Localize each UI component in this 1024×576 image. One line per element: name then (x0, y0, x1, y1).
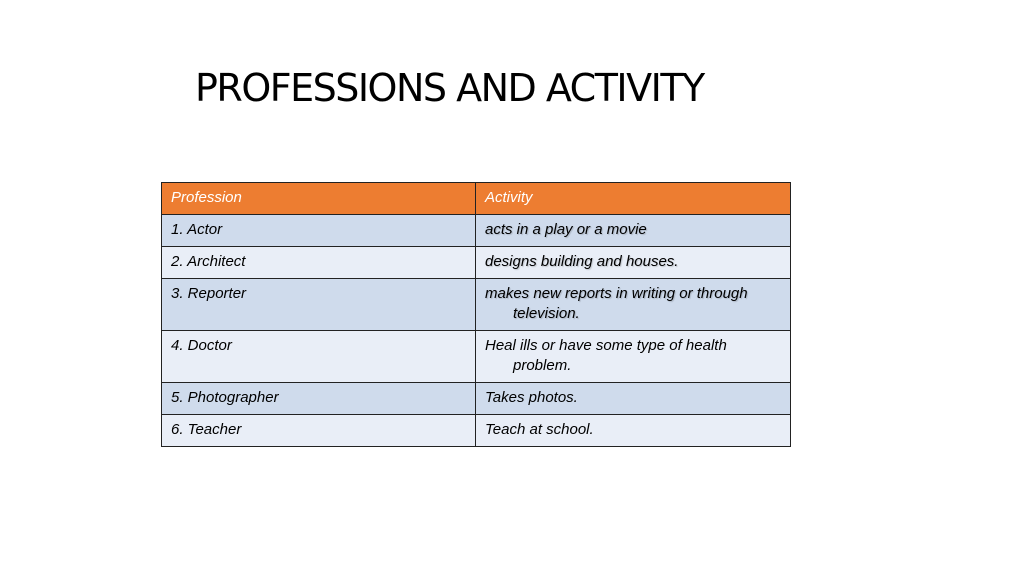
table-row (162, 247, 791, 279)
profession-cell: 5. Photographer (162, 383, 476, 415)
table-header-row (162, 183, 791, 215)
activity-cell (476, 415, 791, 447)
activity-cell (476, 331, 791, 383)
profession-cell: 2. Architect (162, 247, 476, 279)
header-profession: Profession (162, 183, 476, 215)
table-row (162, 215, 791, 247)
activity-text: Teach at school. (485, 421, 594, 438)
activity-text: Takes photos. (485, 389, 578, 406)
header-activity: Activity (476, 183, 791, 215)
profession-cell: 1. Actor (162, 215, 476, 247)
profession-cell: 6. Teacher (162, 415, 476, 447)
activity-text: makes new reports in writing or through television. (485, 285, 748, 322)
activity-text: designs building and houses. (485, 253, 679, 270)
table-row (162, 383, 791, 415)
profession-cell: 3. Reporter (162, 279, 476, 331)
table-row (162, 279, 791, 331)
table-row (162, 331, 791, 383)
table-row (162, 415, 791, 447)
activity-cell (476, 247, 791, 279)
professions-table (161, 182, 791, 447)
activity-cell (476, 215, 791, 247)
activity-cell (476, 383, 791, 415)
activity-cell (476, 279, 791, 331)
slide-title: PROFESSIONS AND ACTIVITY (195, 66, 704, 110)
activity-text: acts in a play or a movie (485, 221, 647, 238)
activity-text: Heal ills or have some type of health problem. (485, 337, 727, 374)
profession-cell: 4. Doctor (162, 331, 476, 383)
